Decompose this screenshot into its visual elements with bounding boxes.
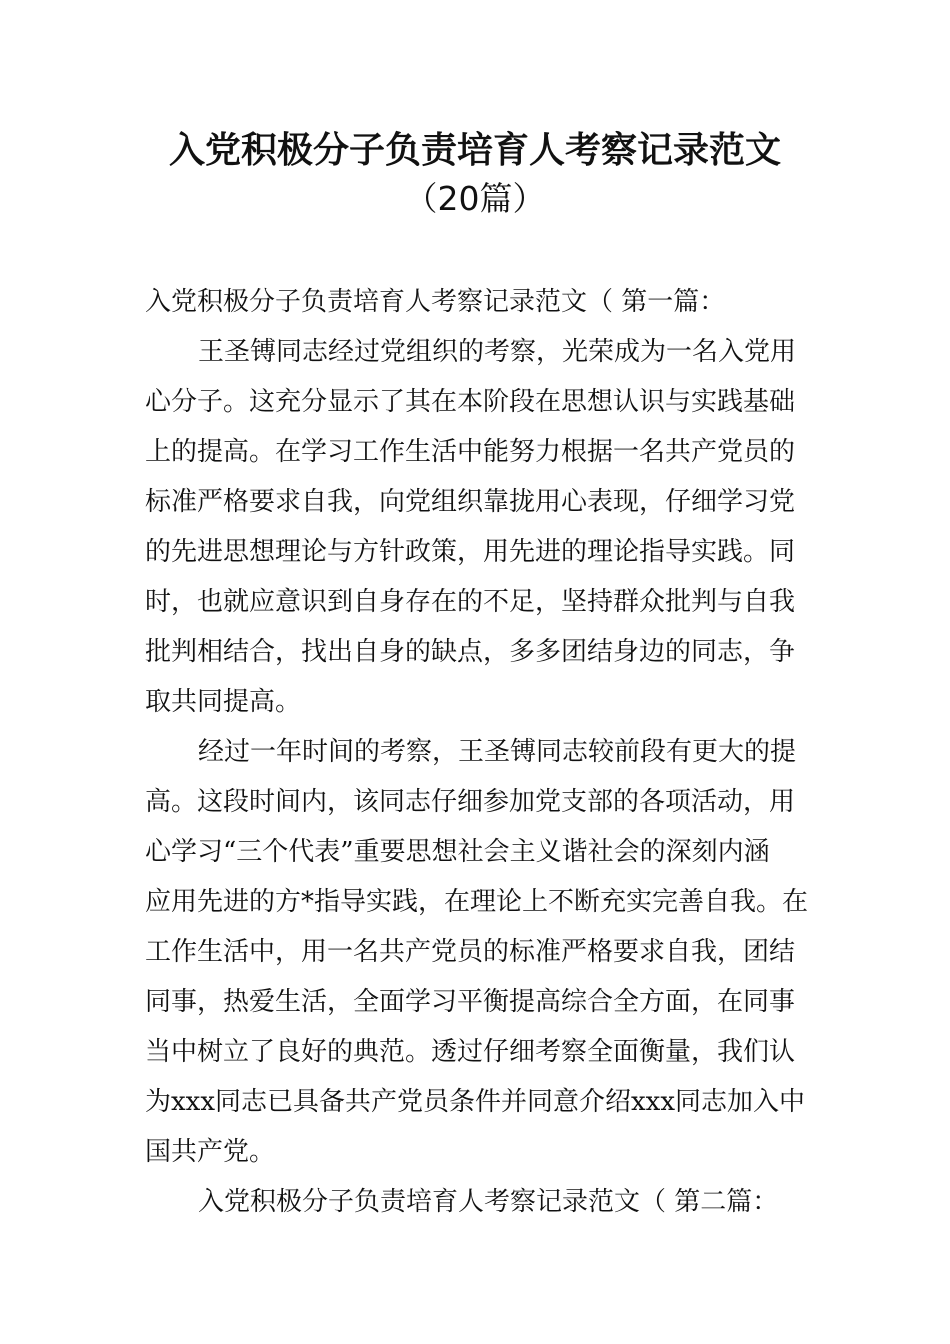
paragraph-line: 为xxx同志已具备共产党员条件并同意介绍xxx同志加入中 bbox=[145, 1087, 805, 1117]
paragraph-line: 的先进思想理论与方针政策，用先进的理论指导实践。同 bbox=[145, 537, 796, 567]
paragraph-line: 心学习“三个代表”重要思想社会主义谐社会的深刻内涵 bbox=[145, 837, 770, 867]
paragraph-line: 经过一年时间的考察，王圣镈同志较前段有更大的提 bbox=[198, 737, 797, 767]
paragraph-line: 高。这段时间内，该同志仔细参加党支部的各项活动，用 bbox=[145, 787, 796, 817]
document-title: 入党积极分子负责培育人考察记录范文 bbox=[168, 130, 781, 171]
paragraph-line: 国共产党。 bbox=[145, 1137, 276, 1167]
paragraph-line: 应用先进的方*指导实践，在理论上不断充实完善自我。在 bbox=[145, 887, 809, 917]
section-heading-2: 入党积极分子负责培育人考察记录范文（ 第二篇： bbox=[198, 1187, 779, 1217]
paragraph-line: 批判相结合，找出自身的缺点，多多团结身边的同志，争 bbox=[145, 637, 796, 667]
section-heading-1: 入党积极分子负责培育人考察记录范文（ 第一篇： bbox=[145, 287, 726, 317]
paragraph-line: 同事，热爱生活，全面学习平衡提高综合全方面，在同事 bbox=[145, 987, 796, 1017]
paragraph-line: 时，也就应意识到自身存在的不足，坚持群众批判与自我 bbox=[145, 587, 796, 617]
document-title-subtitle: （20篇） bbox=[404, 179, 546, 218]
paragraph-line: 工作生活中，用一名共产党员的标准严格要求自我，团结 bbox=[145, 937, 796, 967]
paragraph-line: 上的提高。在学习工作生活中能努力根据一名共产党员的 bbox=[145, 437, 796, 467]
paragraph-line: 心分子。这充分显示了其在本阶段在思想认识与实践基础 bbox=[145, 387, 796, 417]
paragraph-line: 当中树立了良好的典范。透过仔细考察全面衡量，我们认 bbox=[145, 1037, 796, 1067]
paragraph-line: 王圣镈同志经过党组织的考察，光荣成为一名入党用 bbox=[198, 337, 797, 367]
paragraph-line: 标准严格要求自我，向党组织靠拢用心表现，仔细学习党 bbox=[145, 487, 796, 517]
paragraph-line: 取共同提高。 bbox=[145, 687, 302, 717]
